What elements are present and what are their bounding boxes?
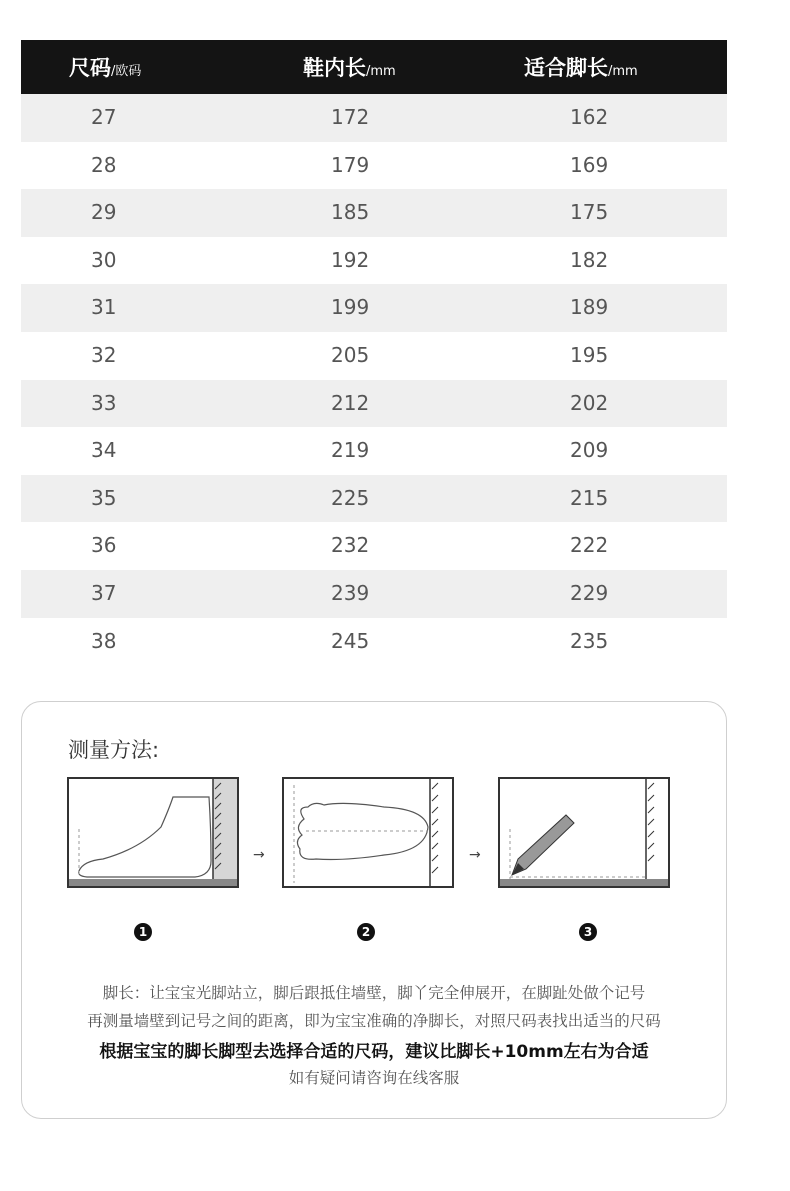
- foot-length-cell: 229: [570, 580, 609, 605]
- insole-length-cell: 199: [331, 295, 370, 320]
- table-row: [21, 332, 727, 380]
- table-body: [21, 94, 727, 665]
- pencil-icon: [500, 779, 668, 886]
- insole-length-cell: 192: [331, 247, 370, 272]
- support-line: 如有疑问请咨询在线客服: [288, 1069, 460, 1087]
- table-row: [21, 380, 727, 428]
- table-row: [21, 94, 727, 142]
- size-cell: 35: [91, 485, 117, 510]
- table-row: [21, 570, 727, 618]
- size-cell: 32: [91, 342, 117, 367]
- recommendation-line: 根据宝宝的脚长脚型去选择合适的尺码，建议比脚长+10mm左右为合适: [99, 1042, 649, 1062]
- insole-length-cell: 212: [331, 390, 370, 415]
- measure-title: 测量方法:: [68, 738, 160, 762]
- size-cell: 30: [91, 247, 117, 272]
- size-cell: 27: [91, 105, 117, 129]
- table-row: [21, 427, 727, 475]
- arrow-icon: →: [253, 847, 265, 863]
- size-cell: 33: [91, 390, 117, 415]
- insole-length-cell: 219: [331, 438, 370, 463]
- foot-length-cell: 222: [570, 533, 609, 558]
- size-cell: 34: [91, 438, 117, 463]
- arrow-icon: →: [469, 847, 481, 863]
- insole-length-cell: 185: [331, 200, 370, 225]
- insole-length-cell: 245: [331, 628, 370, 653]
- size-cell: 31: [91, 295, 117, 320]
- table-row: [21, 284, 727, 332]
- foot-length-cell: 189: [570, 295, 609, 320]
- step-3-illustration: [498, 777, 670, 888]
- insole-length-cell: 172: [331, 105, 370, 129]
- step-1-illustration: [67, 777, 239, 888]
- foot-top-icon: [284, 779, 452, 886]
- header-insole-length: 鞋内长/mm: [303, 56, 396, 80]
- size-cell: 28: [91, 152, 117, 177]
- table-row: [21, 475, 727, 523]
- insole-length-cell: 205: [331, 342, 370, 367]
- foot-length-cell: 175: [570, 200, 609, 225]
- size-cell: 36: [91, 533, 117, 558]
- table-row: [21, 142, 727, 190]
- table-row: [21, 522, 727, 570]
- table-row: [21, 237, 727, 285]
- size-cell: 38: [91, 628, 117, 653]
- measure-card: [21, 701, 727, 1119]
- foot-length-cell: 182: [570, 247, 609, 272]
- foot-length-cell: 162: [570, 105, 609, 129]
- foot-length-cell: 195: [570, 342, 609, 367]
- insole-length-cell: 179: [331, 152, 370, 177]
- foot-side-icon: [69, 779, 237, 886]
- size-cell: 29: [91, 200, 117, 225]
- insole-length-cell: 239: [331, 580, 370, 605]
- step-3-badge: 3: [579, 923, 597, 941]
- insole-length-cell: 232: [331, 533, 370, 558]
- step-2-badge: 2: [357, 923, 375, 941]
- header-foot-length: 适合脚长/mm: [524, 56, 638, 80]
- step-1-badge: 1: [134, 923, 152, 941]
- foot-length-cell: 235: [570, 628, 609, 653]
- table-row: [21, 189, 727, 237]
- foot-length-cell: 215: [570, 485, 609, 510]
- foot-length-cell: 202: [570, 390, 609, 415]
- table-header: [21, 40, 727, 94]
- insole-length-cell: 225: [331, 485, 370, 510]
- header-size: 尺码/欧码: [69, 56, 142, 80]
- instruction-line-2: 再测量墙壁到记号之间的距离，即为宝宝准确的净脚长，对照尺码表找出适当的尺码: [87, 1012, 661, 1030]
- size-table: [21, 40, 727, 665]
- instruction-line-1: 脚长：让宝宝光脚站立，脚后跟抵住墙壁，脚丫完全伸展开，在脚趾处做个记号: [102, 984, 646, 1002]
- step-2-illustration: [282, 777, 454, 888]
- foot-length-cell: 209: [570, 438, 609, 463]
- foot-length-cell: 169: [570, 152, 609, 177]
- table-row: [21, 618, 727, 666]
- size-cell: 37: [91, 580, 117, 605]
